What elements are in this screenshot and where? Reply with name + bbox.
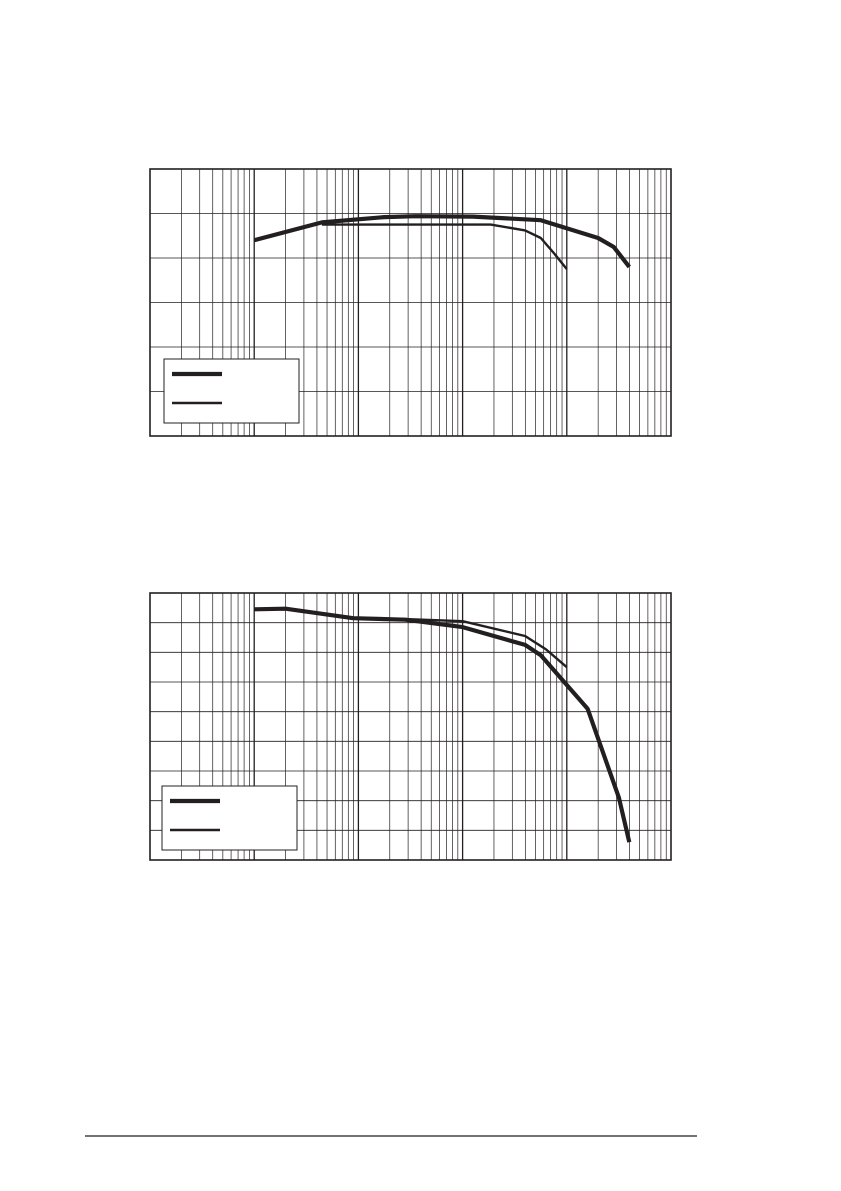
legend-box: [164, 359, 299, 423]
legend-box: [162, 786, 297, 850]
chart-1: [150, 169, 671, 436]
chart-2: [150, 593, 671, 860]
series-line-thick: [254, 609, 629, 843]
